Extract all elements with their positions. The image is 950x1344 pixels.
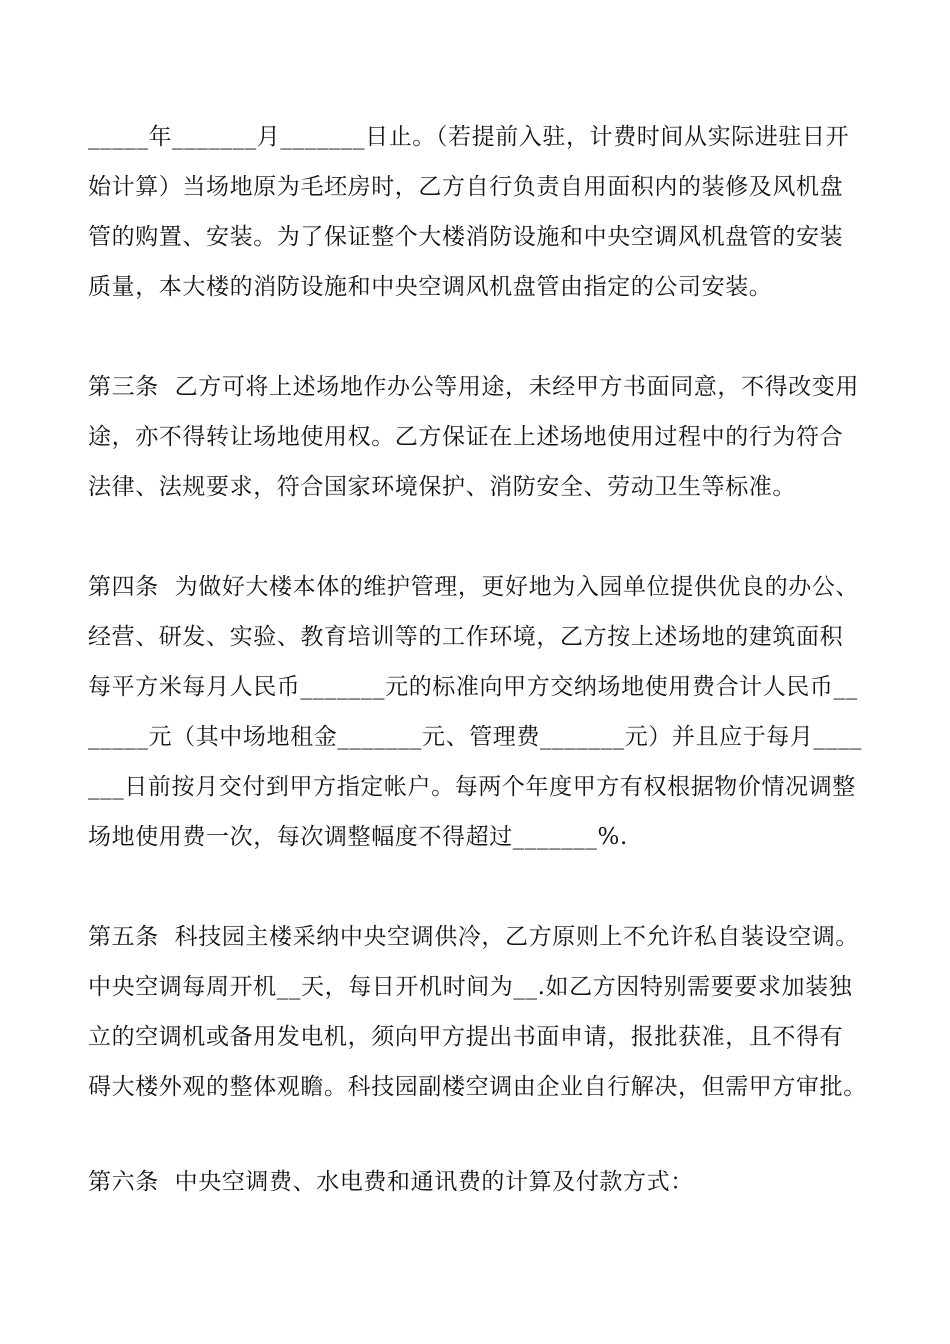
text-line: _____年_______月_______日止。（若提前入驻，计费时间从实际进驻日开 (88, 124, 850, 150)
text-line: 始计算）当场地原为毛坯房时，乙方自行负责自用面积内的装修及风机盘 (88, 174, 844, 200)
text-line: 每平方米每月人民币_______元的标准向甲方交纳场地使用费合计人民币__ (88, 674, 858, 700)
text-line: 质量，本大楼的消防设施和中央空调风机盘管由指定的公司安装。 (88, 274, 773, 300)
text-line: 经营、研发、实验、教育培训等的工作环境，乙方按上述场地的建筑面积 (88, 624, 844, 650)
text-line: _____元（其中场地租金_______元、管理费_______元）并且应于每月____ (88, 724, 862, 750)
text-line: 途，亦不得转让场地使用权。乙方保证在上述场地使用过程中的行为符合 (88, 424, 844, 450)
text-line: 第三条 乙方可将上述场地作办公等用途，未经甲方书面同意，不得改变用 (88, 374, 860, 400)
text-line: 中央空调每周开机__天，每日开机时间为__.如乙方因特别需要要求加装独 (88, 974, 853, 1000)
text-line: 第六条 中央空调费、水电费和通讯费的计算及付款方式： (88, 1169, 694, 1195)
text-line: 第四条 为做好大楼本体的维护管理，更好地为入园单位提供优良的办公、 (88, 574, 860, 600)
text-line: 立的空调机或备用发电机，须向甲方提出书面申请，报批获准，且不得有 (88, 1024, 844, 1050)
text-line: 法律、法规要求，符合国家环境保护、消防安全、劳动卫生等标准。 (88, 474, 796, 500)
text-line: 管的购置、安装。为了保证整个大楼消防设施和中央空调风机盘管的安装 (88, 224, 844, 250)
text-line: 第五条 科技园主楼采纳中央空调供冷，乙方原则上不允许私自装设空调。 (88, 924, 860, 950)
text-line: 碍大楼外观的整体观瞻。科技园副楼空调由企业自行解决，但需甲方审批。 (88, 1074, 867, 1100)
text-line: 场地使用费一次，每次调整幅度不得超过_______%. (88, 824, 628, 850)
text-line: ___日前按月交付到甲方指定帐户。每两个年度甲方有权根据物价情况调整 (88, 774, 856, 800)
